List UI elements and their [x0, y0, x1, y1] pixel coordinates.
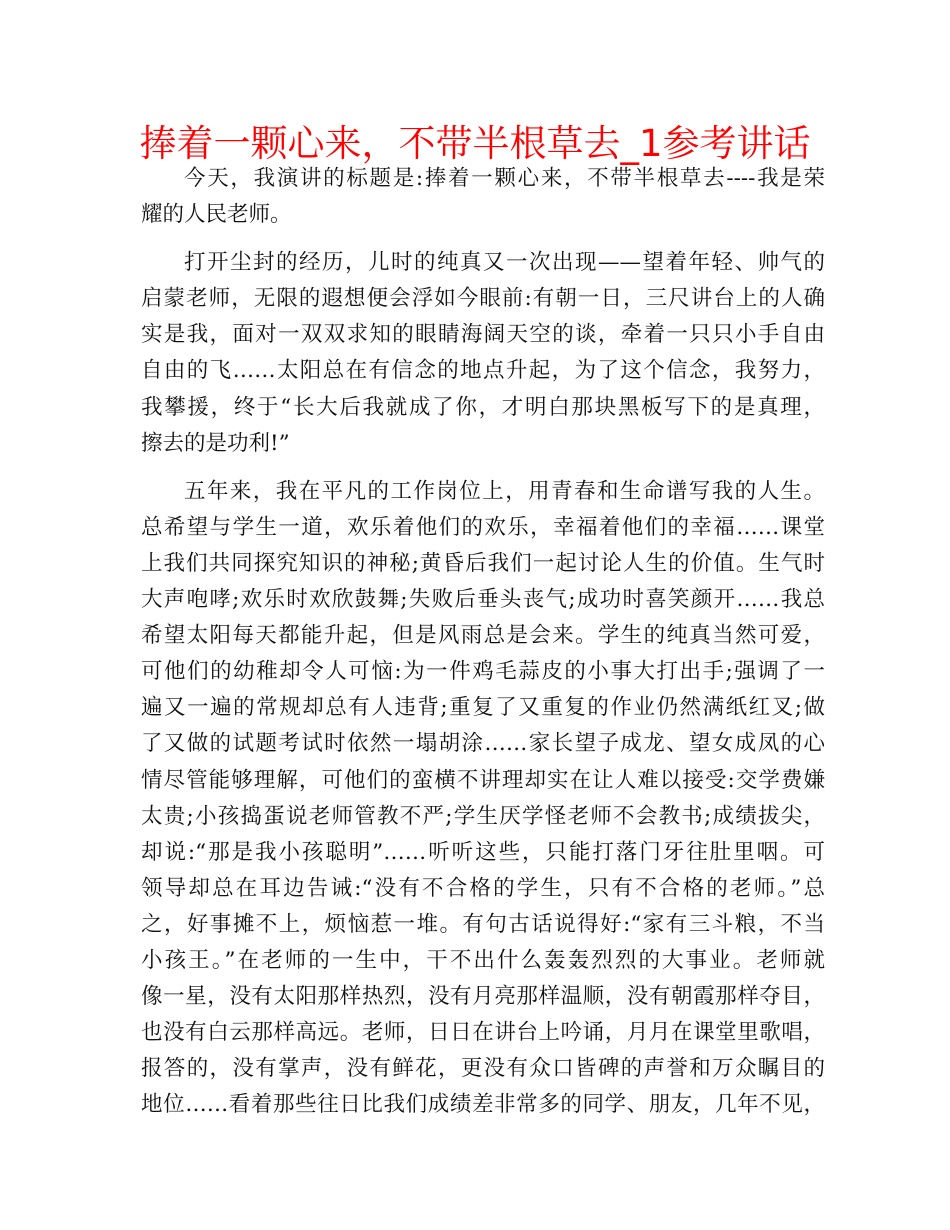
text-line: 了又做的试题考试时依然一塌胡涂……家长望子成龙、望女成凤的心: [141, 731, 825, 757]
text-line: 报答的，没有掌声，没有鲜花，更没有众口皆碑的声誉和万众瞩目的: [141, 1056, 825, 1082]
text-line: 遍又一遍的常规却总有人违背;重复了又重复的作业仍然满纸红叉;做: [141, 695, 825, 721]
document-title: 捧着一颗心来，不带半根草去_1参考讲话: [139, 122, 811, 165]
document-body: [141, 161, 825, 1123]
text-line: 自由的飞……太阳总在有信念的地点升起，为了这个信念，我努力，: [141, 358, 825, 384]
text-line: 领导却总在耳边告诫:“没有不合格的学生，只有不合格的老师。”总: [141, 875, 825, 901]
paragraph-1: [141, 161, 825, 233]
text-line: 实是我，面对一双双求知的眼睛海阔天空的谈，牵着一只只小手自由: [141, 322, 825, 348]
text-line: 五年来，我在平凡的工作岗位上，用青春和生命谱写我的人生。: [184, 478, 825, 504]
text-line: 希望太阳每天都能升起，但是风雨总是会来。学生的纯真当然可爱，: [141, 623, 825, 649]
text-line: 小孩王。”在老师的一生中，干不出什么轰轰烈烈的大事业。老师就: [141, 947, 825, 973]
text-line: 擦去的是功利!”: [141, 430, 290, 456]
text-line: 启蒙老师，无限的遐想便会浮如今眼前:有朝一日，三尺讲台上的人确: [141, 286, 825, 312]
text-line: 太贵;小孩捣蛋说老师管教不严;学生厌学怪老师不会教书;成绩拔尖，: [141, 803, 825, 829]
text-line: 却说:“那是我小孩聪明”……听听这些，只能打落门牙往肚里咽。可: [141, 839, 825, 865]
text-line: 之，好事摊不上，烦恼惹一堆。有句古话说得好:“家有三斗粮，不当: [141, 911, 825, 937]
text-line: 像一星，没有太阳那样热烈，没有月亮那样温顺，没有朝霞那样夺目，: [141, 984, 825, 1010]
text-line: 我攀援，终于“长大后我就成了你，才明白那块黑板写下的是真理，: [141, 394, 825, 420]
text-line: 也没有白云那样高远。老师，日日在讲台上吟诵，月月在课堂里歌唱，: [141, 1020, 825, 1046]
text-line: 今天，我演讲的标题是:捧着一颗心来，不带半根草去----我是荣: [184, 166, 825, 191]
text-line: 大声咆哮;欢乐时欢欣鼓舞;失败后垂头丧气;成功时喜笑颜开……我总: [141, 587, 825, 613]
text-line: 耀的人民老师。: [141, 202, 292, 228]
text-line: 可他们的幼稚却令人可恼:为一件鸡毛蒜皮的小事大打出手;强调了一: [141, 659, 825, 685]
text-line: 上我们共同探究知识的神秘;黄昏后我们一起讨论人生的价值。生气时: [141, 550, 825, 576]
text-line: 地位……看着那些往日比我们成绩差非常多的同学、朋友，几年不见，: [141, 1092, 825, 1118]
text-line: 总希望与学生一道，欢乐着他们的欢乐，幸福着他们的幸福……课堂: [141, 514, 825, 540]
paragraph-2: [141, 245, 825, 462]
text-line: 打开尘封的经历，儿时的纯真又一次出现——望着年轻、帅气的: [184, 250, 825, 276]
paragraph-3: [141, 474, 825, 1124]
text-line: 情尽管能够理解，可他们的蛮横不讲理却实在让人难以接受:交学费嫌: [141, 767, 825, 793]
